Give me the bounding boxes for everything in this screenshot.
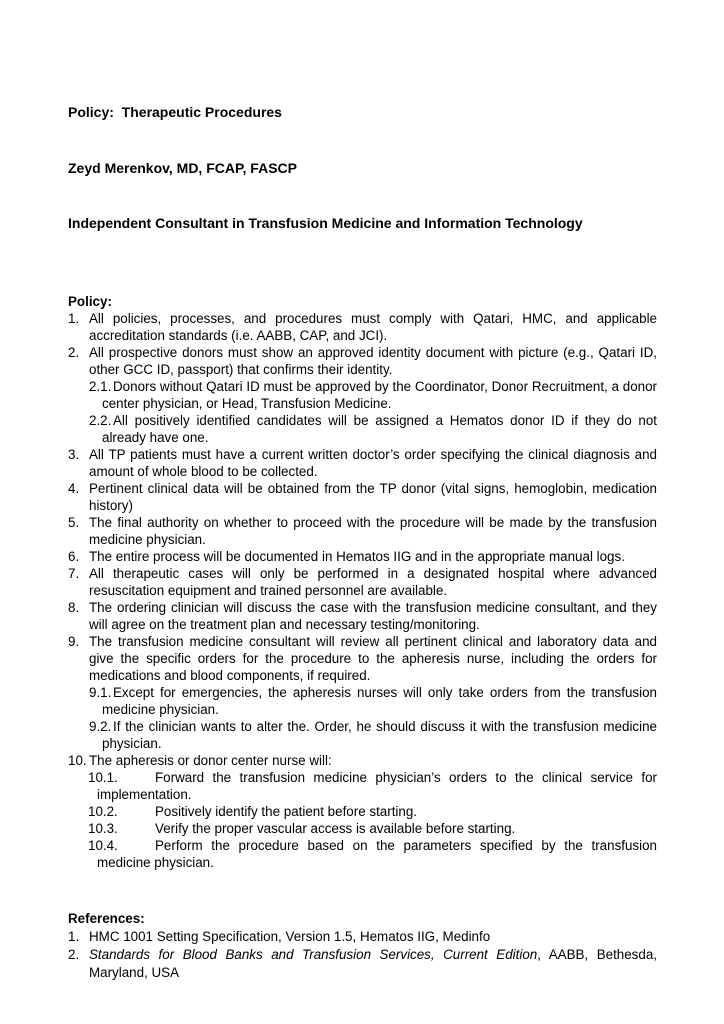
list-number: 1. xyxy=(68,928,80,944)
policy-subitem-10-2 xyxy=(68,803,657,820)
list-number: 9.2. xyxy=(89,718,112,734)
policy-item-10 xyxy=(68,752,657,769)
policy-item-7 xyxy=(68,565,657,599)
policy-item-text: The final authority on whether to proceed with the procedure will be made by the transfusion medicine physician. xyxy=(89,514,657,547)
list-number: 6. xyxy=(68,548,80,564)
list-number: 4. xyxy=(68,480,80,496)
document-title: Policy: Therapeutic Procedures xyxy=(68,104,282,120)
references-section-heading: References: xyxy=(68,910,145,926)
document-content xyxy=(68,0,657,982)
policy-item-6 xyxy=(68,548,657,565)
list-number: 9.1. xyxy=(89,684,112,700)
policy-item-text: The apheresis or donor center nurse will: xyxy=(89,752,332,768)
list-number: 2. xyxy=(68,946,80,962)
list-number: 1. xyxy=(68,310,80,326)
list-number: 10.2. xyxy=(88,803,118,819)
policy-item-text: All therapeutic cases will only be performed in a designated hospital where advanced resuscitation equipment and trained personnel are available. xyxy=(89,565,657,598)
list-number: 8. xyxy=(68,599,80,615)
policy-item-text: All policies, processes, and procedures must comply with Qatari, HMC, and applicable accreditation standards (i.e. AABB, CAP, and JCI). xyxy=(89,310,657,343)
list-number: 10.3. xyxy=(88,820,118,836)
policy-item-3 xyxy=(68,446,657,480)
policy-item-text: Pertinent clinical data will be obtained from the TP donor (vital signs, hemoglobin, medication history) xyxy=(89,480,657,513)
policy-item-text: Forward the transfusion medicine physician’s orders to the clinical service for implementation. xyxy=(97,769,657,802)
policy-item-text: The transfusion medicine consultant will review all pertinent clinical and laboratory data and give the specific orders for the procedure to the apheresis nurse, including the orders for medications and blood components, if required. xyxy=(89,633,657,683)
list-number: 10.4. xyxy=(88,837,118,853)
policy-subitem-2-2 xyxy=(68,412,657,446)
policy-subitem-10-4 xyxy=(68,837,657,871)
document-author: Zeyd Merenkov, MD, FCAP, FASCP xyxy=(68,159,297,176)
policy-item-text: Positively identify the patient before starting. xyxy=(155,803,418,819)
reference-item-text: , AABB, Bethesda, Maryland, USA xyxy=(89,946,657,980)
policy-item-text: If the clinician wants to alter the. Order, he should discuss it with the transfusion medicine physician. xyxy=(102,718,657,751)
references-list xyxy=(68,928,657,982)
policy-item-4 xyxy=(68,480,657,514)
policy-item-text: Perform the procedure based on the parameters specified by the transfusion medicine physician. xyxy=(97,837,657,870)
policy-item-9 xyxy=(68,633,657,684)
policy-subitem-9-2 xyxy=(68,718,657,752)
document-author-role: Independent Consultant in Transfusion Medicine and Information Technology xyxy=(68,215,583,231)
policy-item-text: All prospective donors must show an approved identity document with picture (e.g., Qatari ID, other GCC ID, passport) that confirms their identity. xyxy=(89,344,657,377)
policy-section-heading: Policy: xyxy=(68,293,112,309)
reference-item-text: HMC 1001 Setting Specification, Version 1.5, Hematos IIG, Medinfo xyxy=(89,928,491,944)
policy-item-text: The ordering clinician will discuss the case with the transfusion medicine consultant, and they will agree on the treatment plan and necessary testing/monitoring. xyxy=(89,599,657,632)
policy-item-2 xyxy=(68,344,657,378)
policy-subitem-10-3 xyxy=(68,820,657,837)
document-header xyxy=(68,66,657,270)
reference-item-1 xyxy=(68,928,657,946)
reference-item-title-italic: Standards for Blood Banks and Transfusion Services, Current Edition xyxy=(89,946,538,962)
policy-item-text: Verify the proper vascular access is available before starting. xyxy=(155,820,516,836)
policy-item-text: Except for emergencies, the apheresis nurses will only take orders from the transfusion medicine physician. xyxy=(102,684,657,717)
reference-item-2 xyxy=(68,946,657,982)
list-number: 2.1. xyxy=(89,378,112,394)
list-number: 3. xyxy=(68,446,80,462)
policy-item-text: Donors without Qatari ID must be approved by the Coordinator, Donor Recruitment, a donor center physician, or Head, Transfusion Medicine. xyxy=(102,378,657,411)
policy-item-8 xyxy=(68,599,657,633)
policy-item-1 xyxy=(68,310,657,344)
list-number: 2.2. xyxy=(89,412,112,428)
list-number: 9. xyxy=(68,633,80,649)
policy-subitem-9-1 xyxy=(68,684,657,718)
list-number: 5. xyxy=(68,514,80,530)
list-number: 7. xyxy=(68,565,80,581)
policy-item-text: All TP patients must have a current written doctor’s order specifying the clinical diagnosis and amount of whole blood to be collected. xyxy=(89,446,657,479)
policy-subitem-10-1 xyxy=(68,769,657,803)
list-number: 10. xyxy=(68,752,87,768)
policy-list xyxy=(68,310,657,871)
policy-subitem-2-1 xyxy=(68,378,657,412)
list-number: 10.1. xyxy=(88,769,118,785)
policy-item-5 xyxy=(68,514,657,548)
list-number: 2. xyxy=(68,344,80,360)
policy-item-text: All positively identified candidates will be assigned a Hematos donor ID if they do not already have one. xyxy=(102,412,657,445)
policy-item-text: The entire process will be documented in Hematos IIG and in the appropriate manual logs. xyxy=(89,548,625,564)
